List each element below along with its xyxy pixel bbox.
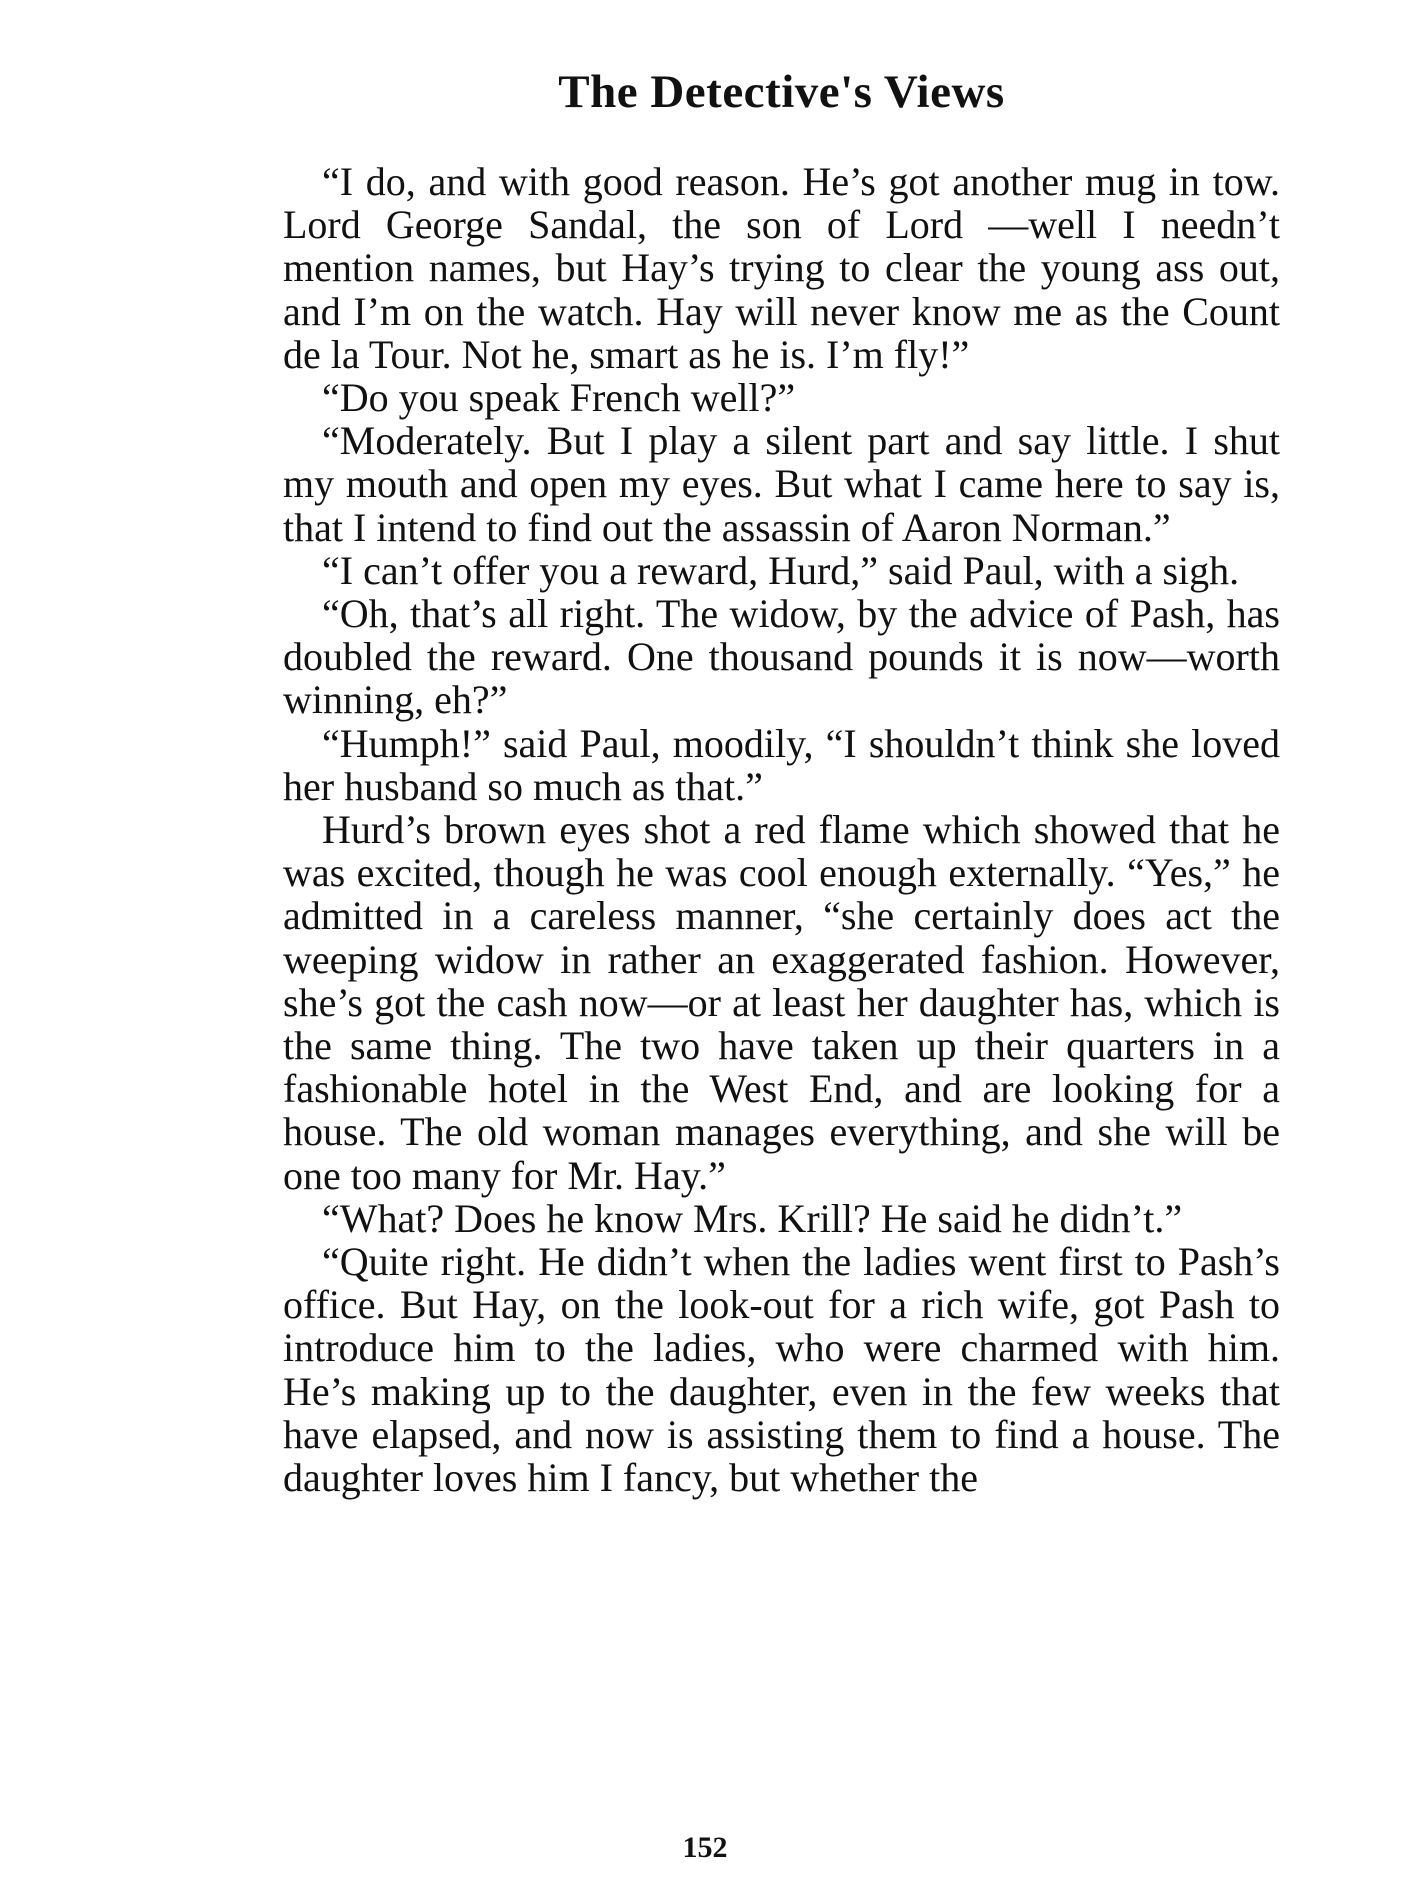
page-body: [283, 160, 1280, 1499]
running-header: The Detective's Views: [558, 66, 1005, 118]
paragraph: “Moderately. But I play a silent part and say little. I shut my mouth and open my eyes. But what I came here to say is, that I intend to find out the assassin of Aaron Norman.”: [283, 418, 1280, 550]
paragraph: “Humph!” said Paul, moodily, “I shouldn’t think she loved her husband so much as that.”: [283, 720, 1280, 809]
paragraph: “I do, and with good reason. He’s got another mug in tow. Lord George Sandal, the son of Lord —well I needn’t mention names, but Hay’s trying to clear the young ass out, and I’m on the watch. Hay will never know me as the Count de la Tour. Not he, smart as he is. I’m fly!”: [283, 159, 1280, 377]
page-number: 152: [682, 1831, 728, 1864]
paragraph: “Oh, that’s all right. The widow, by the advice of Pash, has doubled the reward. One thousand pounds it is now—worth winning, eh?”: [283, 591, 1280, 723]
paragraph: Hurd’s brown eyes shot a red flame which showed that he was excited, though he was cool enough externally. “Yes,” he admitted in a careless manner, “she certainly does act the weeping widow in rather an exaggerated fashion. However, she’s got the cash now—or at least her daughter has, which is the same thing. The two have taken up their quarters in a fashionable hotel in the West End, and are looking for a house. The old woman manages everything, and she will be one too many for Mr. Hay.”: [283, 807, 1280, 1198]
paragraph: “Quite right. He didn’t when the ladies went first to Pash’s office. But Hay, on the look-out for a rich wife, got Pash to introduce him to the ladies, who were charmed with him. He’s making up to the daughter, even in the few weeks that have elapsed, and now is assisting them to find a house. The daughter loves him I fancy, but whether the: [283, 1239, 1280, 1501]
paragraph: “I can’t offer you a reward, Hurd,” said Paul, with a sigh.: [322, 547, 1240, 593]
paragraph: “Do you speak French well?”: [322, 375, 796, 421]
paragraph: “What? Does he know Mrs. Krill? He said he didn’t.”: [322, 1195, 1183, 1241]
